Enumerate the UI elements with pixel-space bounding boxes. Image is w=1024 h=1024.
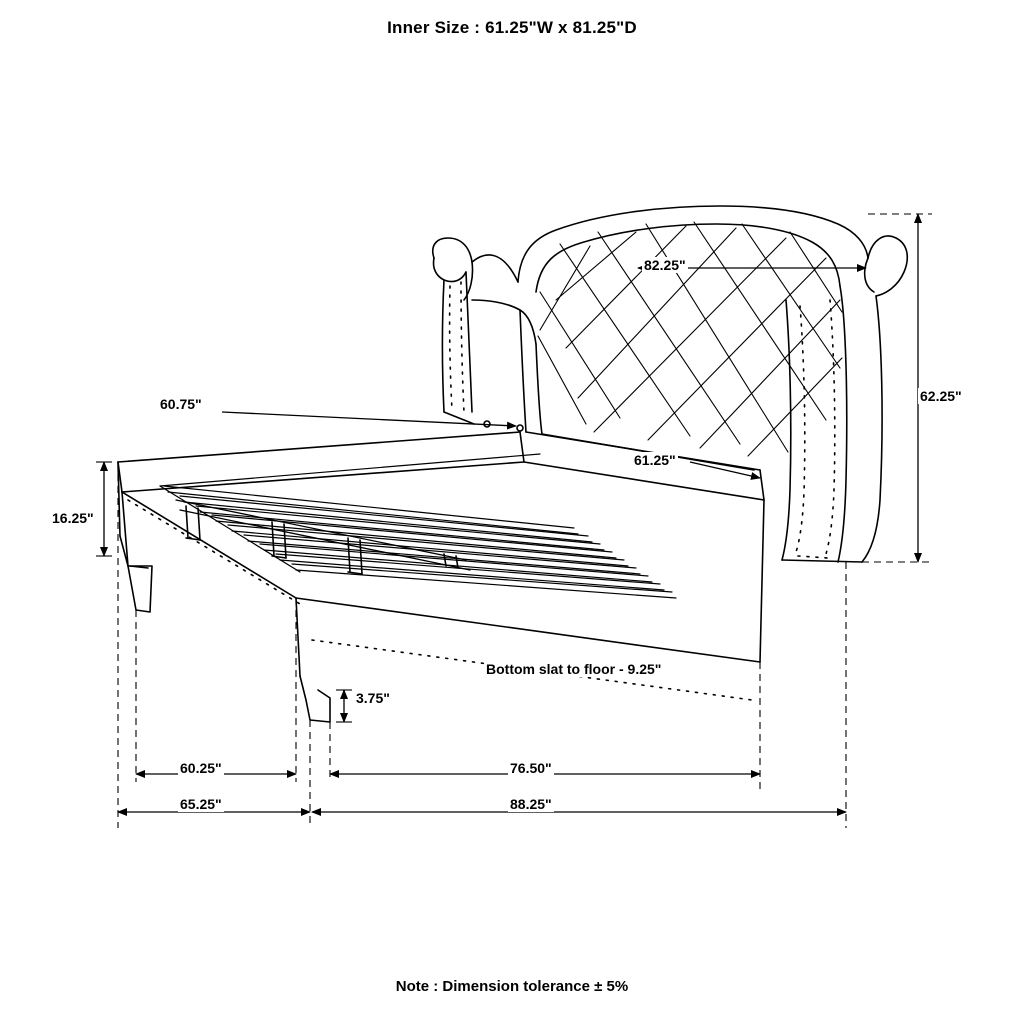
center-leg-2b <box>284 524 286 558</box>
rail-left-back-corner <box>520 432 524 462</box>
dim-label-front-inner-width: 76.50" <box>510 760 552 776</box>
bed-outline-group <box>118 206 907 736</box>
tolerance-note: Note : Dimension tolerance ± 5% <box>395 978 629 995</box>
headboard-left-scroll-inner <box>433 258 466 282</box>
headboard-left-wing-edge <box>520 310 526 432</box>
headboard-left-post-inner <box>443 280 445 412</box>
headboard-right-bottom <box>782 560 862 562</box>
leader-60-75 <box>222 412 516 426</box>
nailhead-trim-left-a <box>450 286 452 410</box>
headboard-left-wing <box>472 255 518 282</box>
headboard-panel-right-edge-dup <box>838 286 840 562</box>
extension-lines <box>118 214 932 828</box>
front-rail-top <box>296 598 760 662</box>
headboard-right-outer-edge <box>862 296 882 562</box>
nailhead-trim-right-inner <box>796 306 805 552</box>
nailhead-trim-right-bottom <box>798 556 828 558</box>
page-title: Inner Size : 61.25"W x 81.25"D <box>387 18 637 37</box>
headboard-left-post-outer <box>466 272 472 412</box>
center-leg-1 <box>186 506 188 538</box>
slats-group <box>164 486 676 598</box>
nailhead-trim-front-left <box>300 614 306 676</box>
leg-front-left <box>300 676 330 722</box>
dim-label-front-outer-width: 88.25" <box>510 796 552 812</box>
headboard-right-scroll-inner <box>865 258 874 292</box>
rail-left-top-edge <box>118 432 520 462</box>
dim-label-bottom-slat-to-floor: Bottom slat to floor - 9.25" <box>486 661 662 677</box>
headboard-right-panel-left <box>782 300 791 560</box>
dim-label-inner-width: 61.25" <box>634 452 676 468</box>
deck-back-inner <box>160 454 540 486</box>
center-leg-3 <box>348 538 350 572</box>
center-leg-1b <box>198 508 200 540</box>
dim-label-side-inner-depth: 60.25" <box>180 760 222 776</box>
dim-label-leg-height: 3.75" <box>356 690 390 706</box>
right-rail-to-headboard <box>764 500 782 560</box>
dim-label-headboard-width: 82.25" <box>644 257 686 273</box>
front-rail-bottom <box>300 676 762 736</box>
dim-label-slat-span: 60.75" <box>160 396 202 412</box>
headboard-right-scroll <box>868 236 907 296</box>
headboard-left-wing-lower <box>472 300 536 344</box>
dim-label-side-outer-depth: 65.25" <box>180 796 222 812</box>
nailhead-trim-left-b <box>461 282 464 412</box>
headboard-inner-top <box>536 224 840 292</box>
nailhead-trim-right-outer <box>826 300 835 554</box>
front-rail-left-edge <box>296 598 300 676</box>
dim-label-deck-height: 16.25" <box>52 510 94 526</box>
leg-back-left <box>120 536 152 612</box>
bolt-2 <box>517 425 523 431</box>
center-leg-2-foot <box>272 556 286 558</box>
dim-label-overall-height: 62.25" <box>920 388 962 404</box>
tufting-pattern <box>538 222 842 456</box>
headboard-panel-left-edge <box>536 344 542 434</box>
